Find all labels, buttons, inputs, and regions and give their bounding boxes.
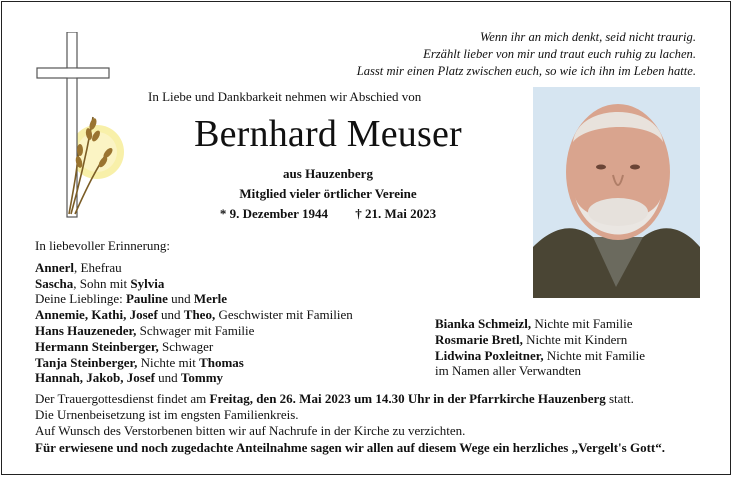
service-info xyxy=(35,391,634,439)
death-date: † 21. Mai 2023 xyxy=(355,206,437,221)
list-item: Hermann Steinberger, Schwager xyxy=(35,338,214,354)
birth-date: * 9. Dezember 1944 xyxy=(219,206,328,221)
urn-line: Die Urnenbeisetzung ist im engsten Familienkreis. xyxy=(35,407,299,422)
poem-line: Erzählt lieber von mir und traut euch ruhig zu lachen. xyxy=(423,47,696,61)
list-item: im Namen aller Verwandten xyxy=(435,363,581,379)
list-item: Annerl, Ehefrau xyxy=(35,259,122,275)
poem-line: Lasst mir einen Platz zwischen euch, so wie ich ihn im Leben hatte. xyxy=(356,64,696,78)
poem xyxy=(357,29,696,80)
deceased-name: Bernhard Meuser xyxy=(194,113,462,155)
list-item: Hannah, Jakob, Josef und Tommy xyxy=(35,370,224,386)
list-item: Tanja Steinberger, Nichte mit Thomas xyxy=(35,354,244,370)
poem-line: Wenn ihr an mich denkt, seid nicht traurig. xyxy=(479,30,696,44)
family-list-right xyxy=(435,316,645,379)
list-item: Hans Hauzeneder, Schwager mit Familie xyxy=(35,322,255,338)
portrait-photo xyxy=(533,87,700,298)
list-item: Bianka Schmeizl, Nichte mit Familie xyxy=(435,316,633,331)
origin: aus Hauzenberg xyxy=(283,166,373,181)
list-item: Rosmarie Bretl, Nichte mit Kindern xyxy=(435,331,628,347)
list-item: Lidwina Poxleitner, Nichte mit Familie xyxy=(435,347,646,363)
list-item: Deine Lieblinge: Pauline und Merle xyxy=(35,291,228,307)
cross-with-wheat-icon xyxy=(35,32,135,222)
intro-text: In Liebe und Dankbarkeit nehmen wir Abschied von xyxy=(148,89,422,104)
memory-heading: In liebevoller Erinnerung: xyxy=(35,238,171,253)
thanks-line: Für erwiesene und noch zugedachte Anteilnahme sagen wir allen auf diesem Wege ein herzliches „Vergelt's Gott“. xyxy=(35,440,665,455)
list-item: Sascha, Sohn mit Sylvia xyxy=(35,275,165,291)
list-item: Annemie, Kathi, Josef und Theo, Geschwister mit Familien xyxy=(35,307,353,323)
membership: Mitglied vieler örtlicher Vereine xyxy=(239,186,417,201)
life-dates xyxy=(148,206,508,222)
obituary-card xyxy=(1,1,731,475)
service-line: Der Trauergottesdienst findet am Freitag, den 26. Mai 2023 um 14.30 Uhr in der Pfarrkirche Hauzenberg statt. xyxy=(35,391,634,406)
family-list xyxy=(35,238,353,386)
request-line: Auf Wunsch des Verstorbenen bitten wir auf Nachrufe in der Kirche zu verzichten. xyxy=(35,423,466,438)
